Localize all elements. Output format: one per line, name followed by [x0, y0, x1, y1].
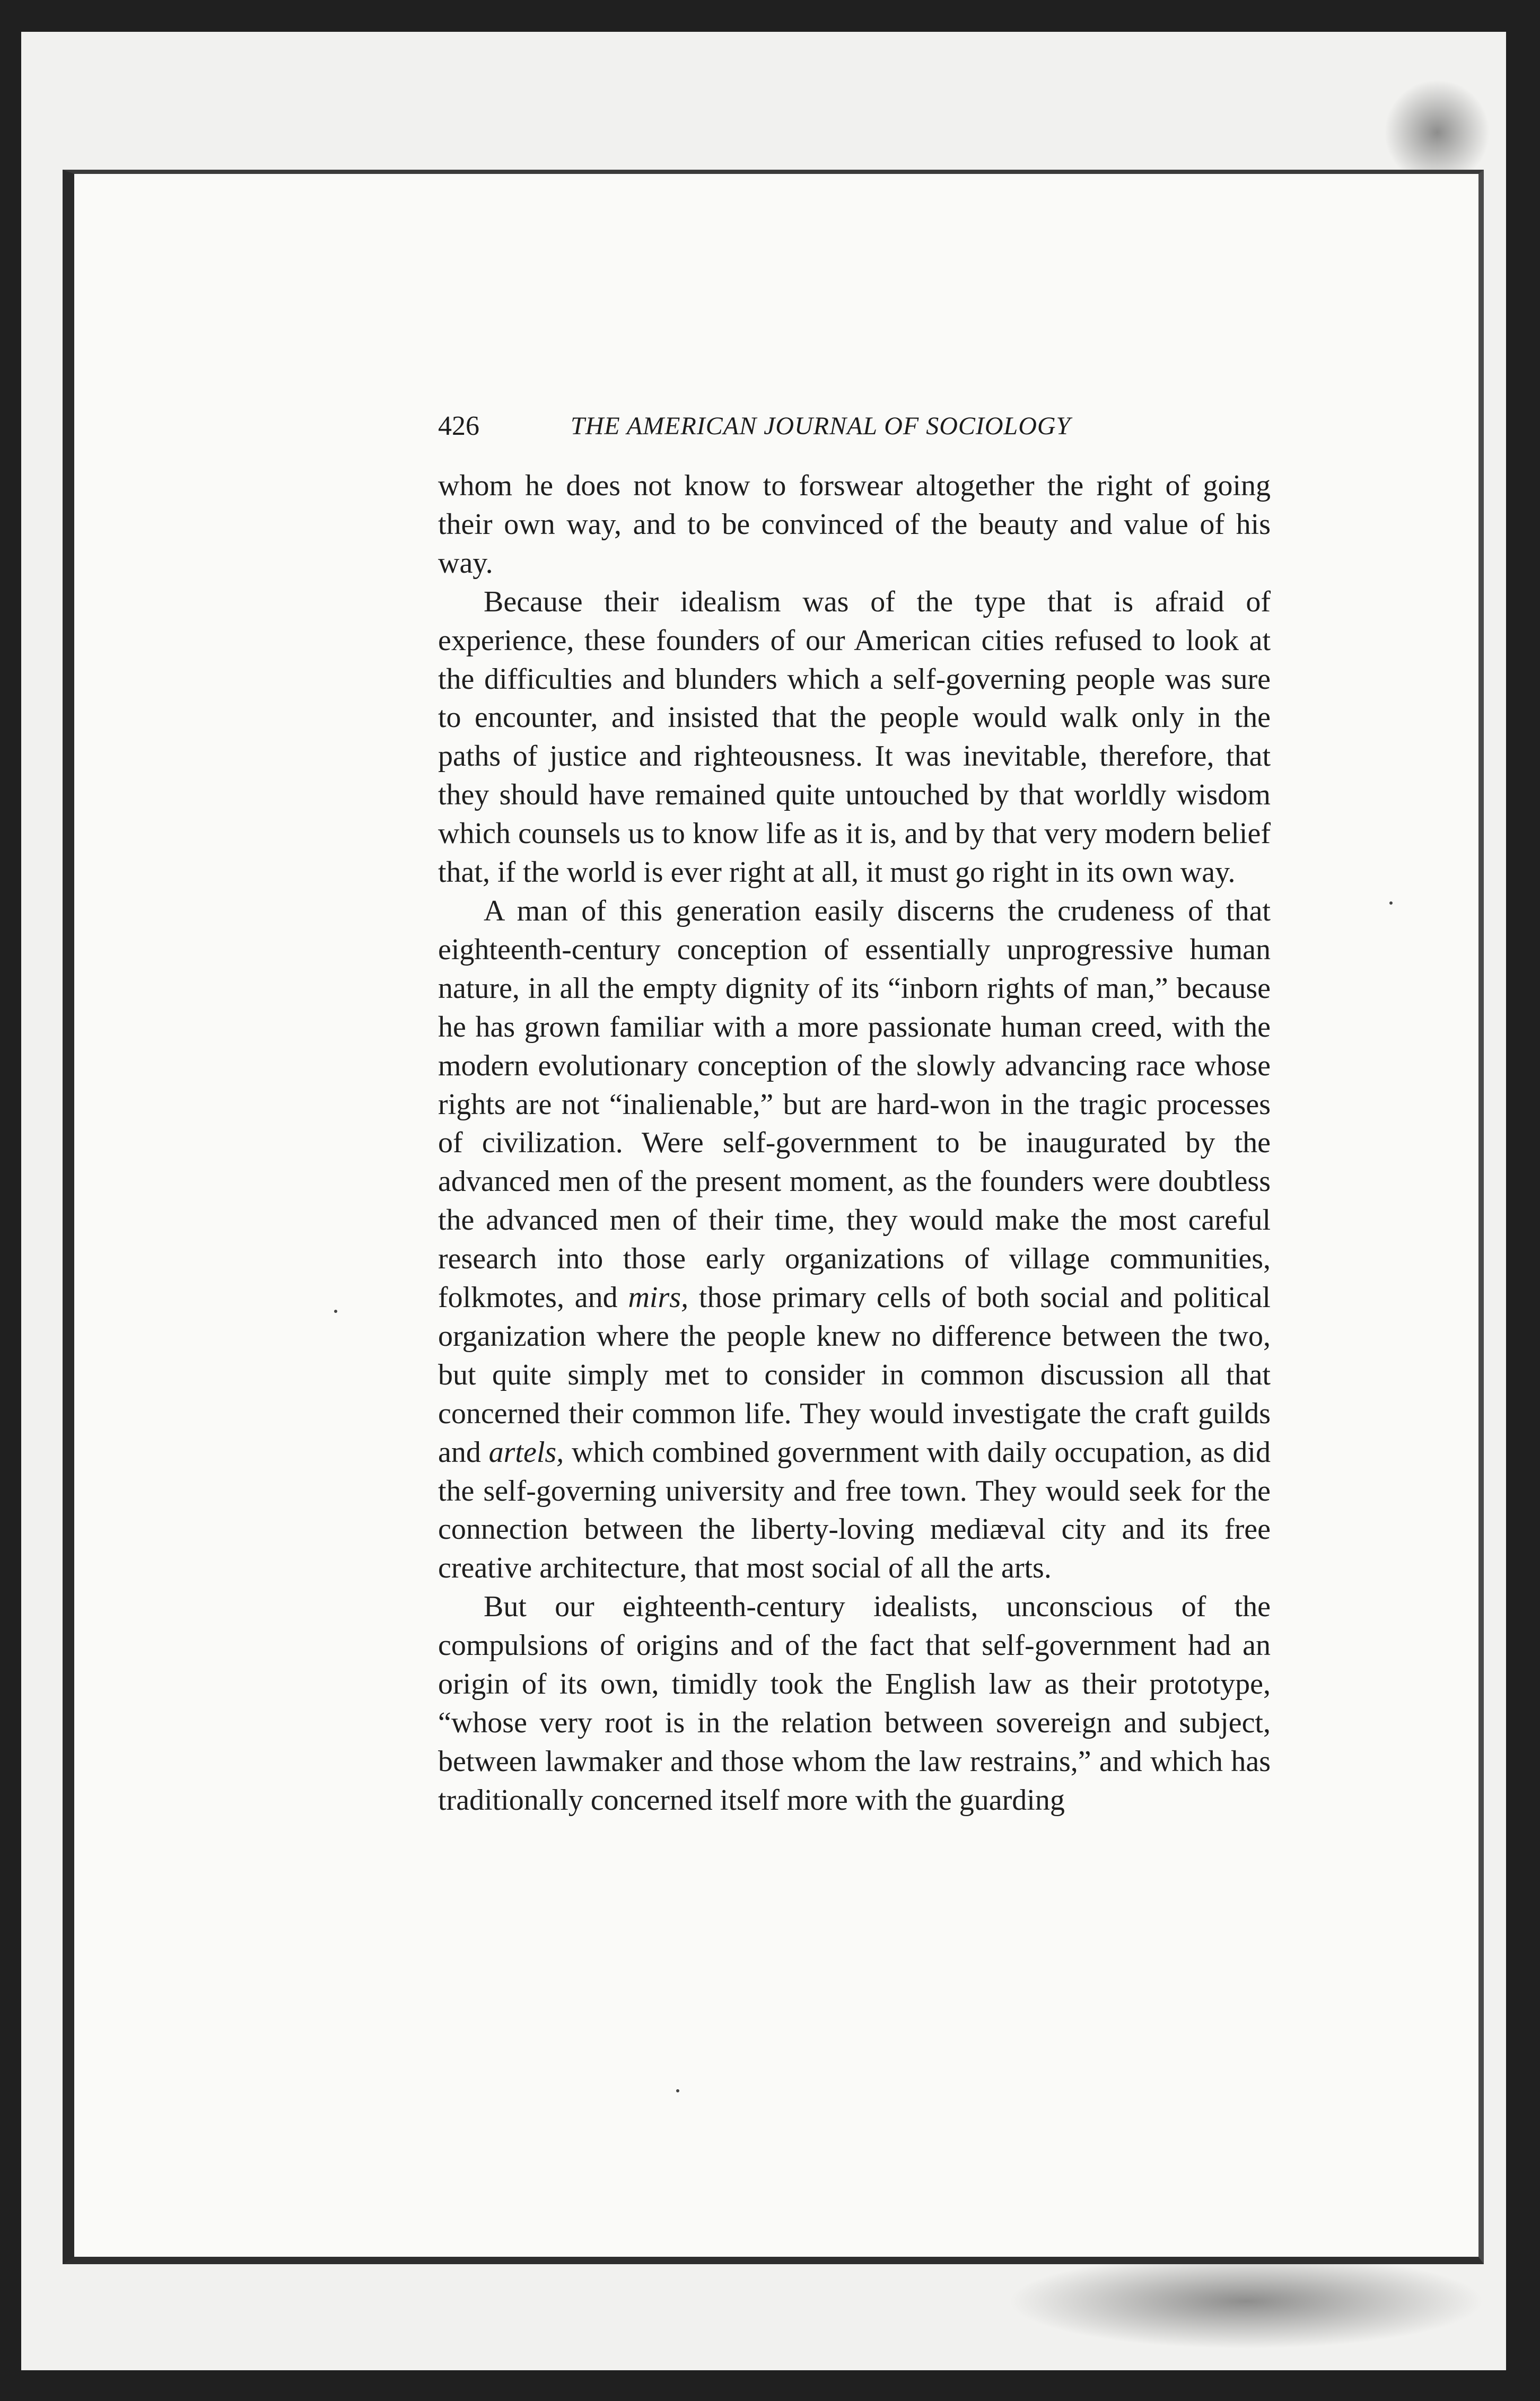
- paragraph: whom he does not know to forswear altogether the right of going their own way, and to be convinced of the beauty and value of his way.: [438, 469, 1271, 580]
- paragraph: But our eighteenth-century idealists, unconscious of the compulsions of origins and of the fact that self-government had an origin of its own, timidly took the English law as their prototype, “whose very root is in the relation between sovereign and subject, between lawmaker and those whom the law restrains,” and which has traditionally concerned itself more with the guarding: [438, 1590, 1271, 1817]
- paragraph: Because their idealism was of the type that is afraid of experience, these founders of our American cities refused to look at the difficulties and blunders which a self-governing people was sure to encounter, and insisted that the people would walk only in the paths of justice and righteousness. It was inevitable, therefore, that they should have remained quite untouched by that worldly wisdom which counsels us to know life as it is, and by that very modern belief that, if the world is ever right at all, it must go right in its own way.: [438, 585, 1271, 889]
- speck: [1389, 901, 1393, 905]
- speck: [676, 2089, 679, 2092]
- body-text: [438, 467, 1271, 1820]
- paragraph: [438, 892, 1271, 1588]
- running-head: THE AMERICAN JOURNAL OF SOCIOLOGY: [571, 411, 1071, 440]
- text-run: A man of this generation easily discerns the crudeness of that eighteenth-century conception of essentially unprogressive human nature, in all the empty dignity of its “inborn rights of man,” because he has grown familiar with a more passionate human creed, with the modern evolutionary conception of the slowly advancing race whose rights are not “inalienable,” but are hard-won in the tragic processes of civilization. Were self-government to be inaugurated by the advanced men of the present moment, as the founders were doubtless the advanced men of their time, they would make the most careful research into those early organizations of village communities, folkmotes, and: [438, 894, 1271, 1315]
- text-run: which combined government with daily occupation, as did the self-governing university and free town. They would seek for the connection between the liberty-loving mediæval city and its free creative architecture, that most social of all the arts.: [438, 1435, 1271, 1585]
- speck: [334, 1310, 337, 1313]
- text-run: those primary cells of both social and political organization where the people knew no difference between the two, but quite simply met to consider in common discussion all that concerned their common life. They would investigate the craft guilds and: [438, 1281, 1271, 1469]
- page-header: [438, 402, 1271, 450]
- italic-term: mirs,: [628, 1281, 689, 1315]
- italic-term: artels,: [488, 1435, 564, 1469]
- scan-smudge-bottom: [1008, 2254, 1485, 2349]
- page-number: 426: [438, 410, 479, 441]
